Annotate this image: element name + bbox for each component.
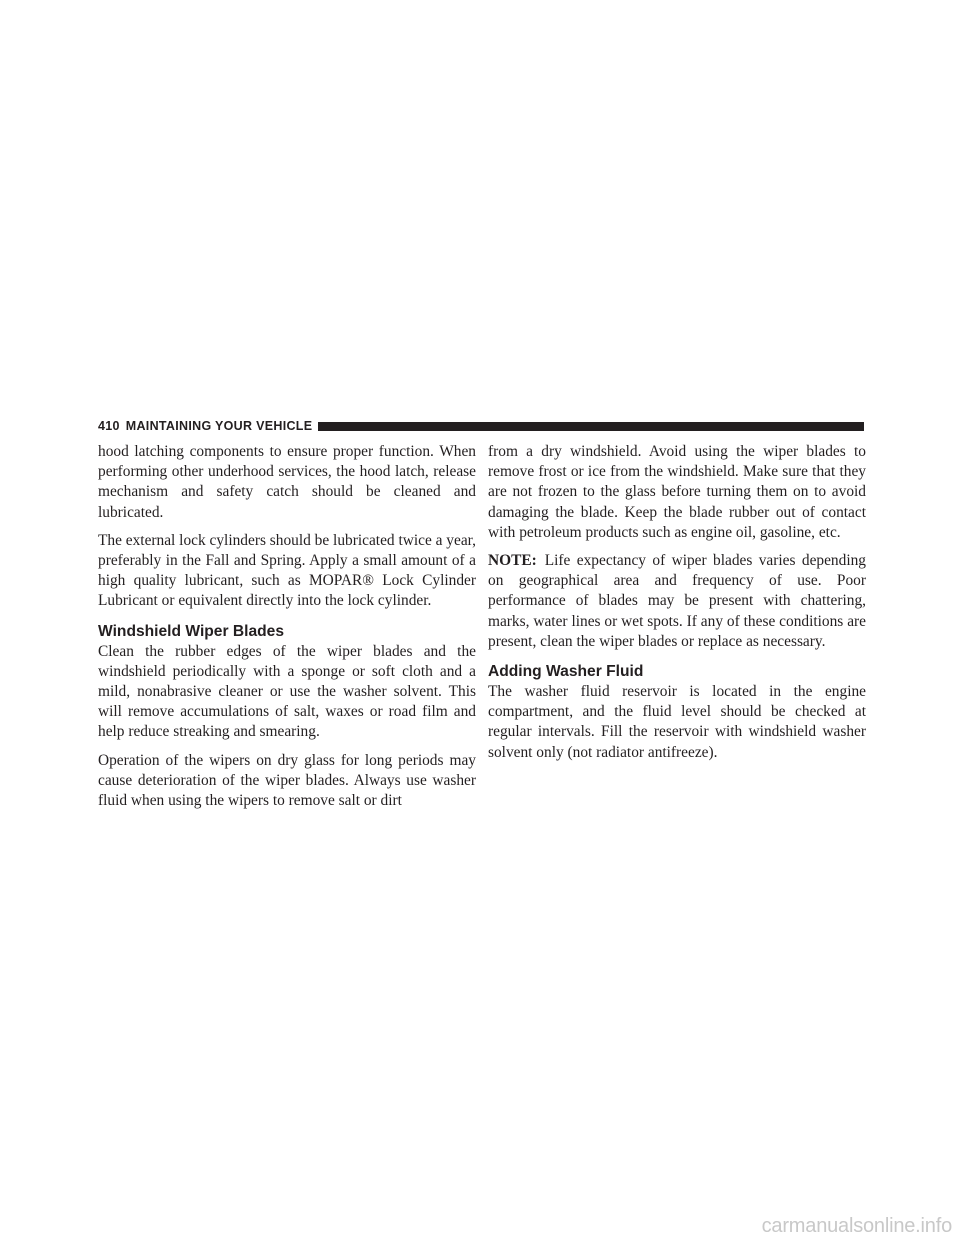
right-column <box>488 442 866 771</box>
paragraph-dry-windshield: from a dry windshield. Avoid using the wiper blades to remove frost or ice from the windshield. Make sure that they are not frozen to the glass before turning them on to avoid damaging the blade. Keep the blade rubber out of contact with petroleum products such as engine oil, gasoline, etc. <box>488 443 866 541</box>
paragraph-lock-cylinders: The external lock cylinders should be lubricated twice a year, preferably in the Fall and Spring. Apply a small amount of a high quality lubricant, such as MOPAR® Lock Cylinder Lubricant or equivalent directly into the lock cylinder. <box>98 531 477 610</box>
watermark-text: carmanualsonline.info <box>761 1215 952 1237</box>
page-header <box>98 415 864 437</box>
paragraph-wiper-operation: Operation of the wipers on dry glass for long periods may cause deterioration of the wiper blades. Always use washer fluid when using the wipers to remove salt or dirt <box>98 751 476 810</box>
page-number: 410 <box>98 419 120 433</box>
header-rule-bar <box>318 422 864 431</box>
paragraph-hood-latch: hood latching components to ensure proper function. When performing other underhood services, the hood latch, release mechanism and safety catch should be cleaned and lubricated. <box>98 443 476 521</box>
note-paragraph <box>488 551 866 652</box>
header-text <box>98 419 312 433</box>
note-label: NOTE: <box>488 552 537 570</box>
heading-adding-washer-fluid: Adding Washer Fluid <box>488 663 644 681</box>
section-title: MAINTAINING YOUR VEHICLE <box>125 419 313 433</box>
note-text: Life expectancy of wiper blades varies depending on geographical area and frequency of use. Poor performance of blades may be present with chattering, marks, water lines or wet spots. If any of these conditions are present, clean the wiper blades or replace as necessary. <box>488 552 866 650</box>
paragraph-washer-reservoir: The washer fluid reservoir is located in the engine compartment, and the fluid level should be checked at regular intervals. Fill the reservoir with windshield washer solvent only (not radiator antifreeze). <box>488 683 866 761</box>
paragraph-clean-wiper-edges: Clean the rubber edges of the wiper blades and the windshield periodically with a sponge or soft cloth and a mild, nonabrasive cleaner or use the washer solvent. This will remove accumulations of salt, waxes or road film and help reduce streaking and smearing. <box>98 642 476 741</box>
left-column <box>98 442 476 819</box>
heading-windshield-wiper-blades: Windshield Wiper Blades <box>98 622 285 640</box>
